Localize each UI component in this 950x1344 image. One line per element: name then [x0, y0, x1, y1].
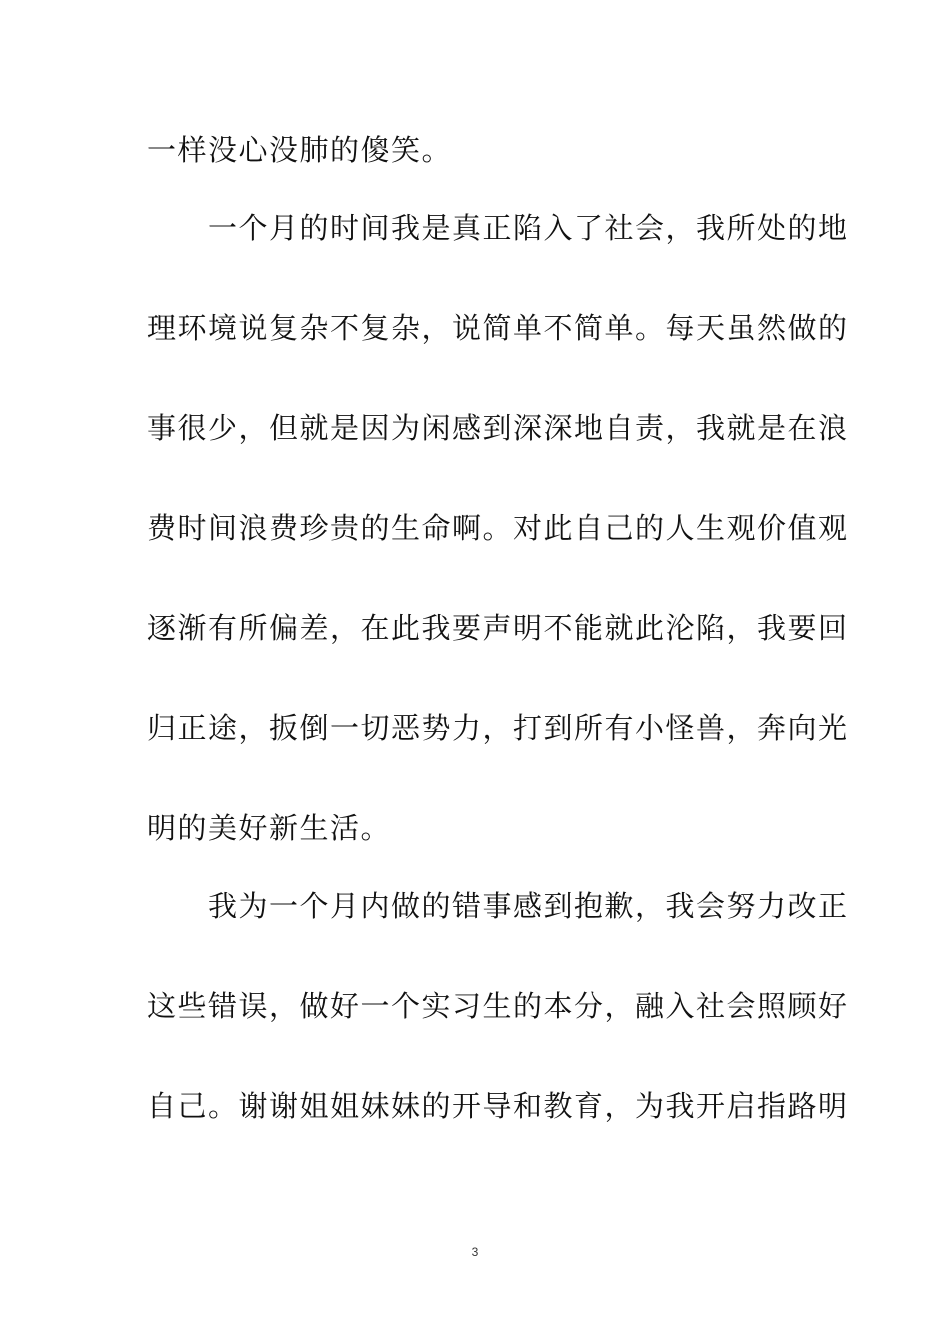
text-line: 一个月的时间我是真正陷入了社会，我所处的地	[147, 211, 849, 245]
text-line: 事很少，但就是因为闲感到深深地自责，我就是在浪	[147, 411, 849, 445]
text-line: 归正途，扳倒一切恶势力，打到所有小怪兽，奔向光	[147, 711, 849, 745]
text-line: 费时间浪费珍贵的生命啊。对此自己的人生观价值观	[147, 511, 849, 545]
text-line: 逐渐有所偏差，在此我要声明不能就此沦陷，我要回	[147, 611, 849, 645]
text-line: 一样没心没肺的傻笑。	[147, 133, 453, 167]
text-line: 理环境说复杂不复杂，说简单不简单。每天虽然做的	[147, 311, 849, 345]
text-line: 这些错误，做好一个实习生的本分，融入社会照顾好	[147, 989, 849, 1023]
text-line: 我为一个月内做的错事感到抱歉，我会努力改正	[147, 889, 849, 923]
text-line: 明的美好新生活。	[147, 811, 392, 845]
text-line: 自己。谢谢姐姐妹妹的开导和教育，为我开启指路明	[147, 1089, 849, 1123]
page-number: 3	[471, 1245, 479, 1259]
